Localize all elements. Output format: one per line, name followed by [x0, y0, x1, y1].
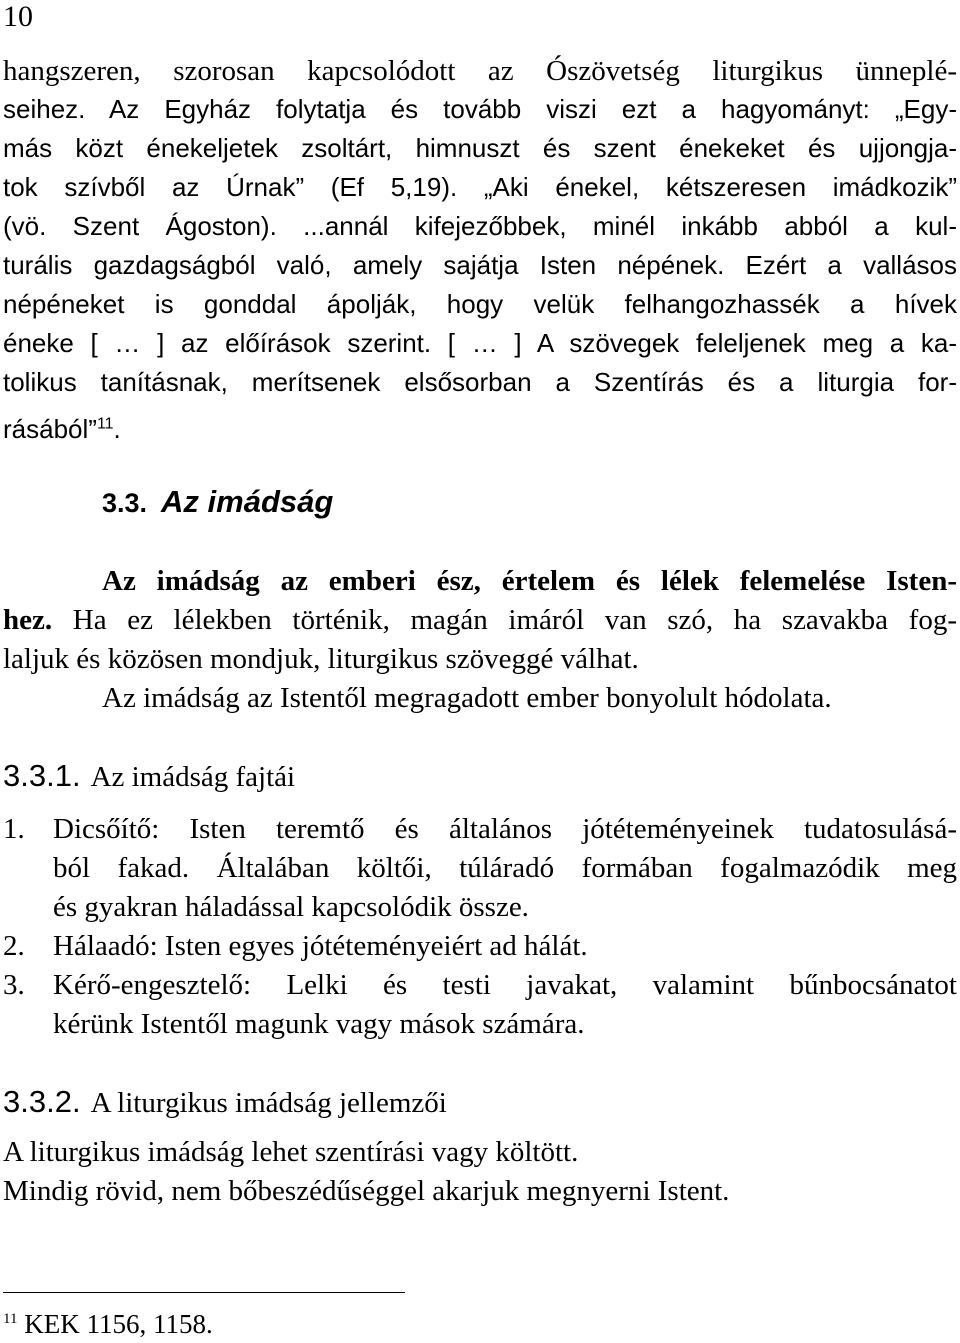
footnote-text: KEK 1156, 1158. — [17, 1309, 213, 1339]
text-line: Kérő-engesztelő: Lelki és testi javakat, valamint bűnbocsánatot — [53, 969, 957, 1001]
text-line: ból fakad. Általában költői, túláradó formában fogalmazódik meg — [53, 852, 957, 884]
text-line: A liturgikus imádság lehet szentírási vagy költött. — [3, 1136, 579, 1168]
text-line: Dicsőítő: Isten teremtő és általános jótéteményeinek tudatosulásá- — [53, 813, 957, 845]
list-number: 1. — [3, 813, 25, 845]
section-heading-3-3-1 — [3, 756, 295, 802]
text-line: és gyakran háladással kapcsolódik össze. — [53, 891, 529, 923]
footnote — [3, 1306, 213, 1342]
period: . — [113, 414, 121, 444]
text-line: Hálaadó: Isten egyes jótéteményeiért ad hálát. — [53, 930, 588, 962]
text-line: tok szívből az Úrnak” (Ef 5,19). „Aki énekel, kétszeresen imádkozik” — [3, 172, 957, 202]
text-line: Mindig rövid, nem bőbeszédűséggel akarjuk megnyerni Istent. — [3, 1175, 730, 1207]
section-heading-3-3 — [102, 482, 333, 523]
text-fragment: rásából” — [3, 414, 97, 444]
list-item — [3, 966, 957, 1042]
text-fragment: Ha ez lélekben történik, magán imáról van szó, ha szavakba fog- — [52, 604, 957, 636]
text-line-last — [3, 410, 957, 448]
section-heading-3-3-2 — [3, 1082, 447, 1128]
list-number: 3. — [3, 969, 25, 1001]
text-line: kérünk Istentől magunk vagy mások számára. — [53, 1008, 585, 1040]
list-number: 2. — [3, 930, 25, 962]
text-line: népéneket is gonddal ápolják, hogy velük felhangozhassék a hívek — [3, 289, 957, 319]
section-title: A liturgikus imádság jellemzői — [90, 1087, 447, 1119]
text-line: (vö. Szent Ágoston). ...annál kifejezőbbek, minél inkább abból a kul- — [3, 211, 957, 241]
list-item — [3, 927, 957, 965]
list-item — [3, 810, 957, 924]
text-line: seihez. Az Egyház folytatja és tovább viszi ezt a hagyományt: „Egy- — [3, 94, 957, 124]
text-line — [3, 601, 957, 639]
bold-definition-end: hez. — [3, 604, 53, 636]
text-line: éneke [ … ] az előírások szerint. [ … ] A szövegek feleljenek meg a ka- — [3, 328, 957, 358]
section-title: Az imádság fajtái — [90, 761, 296, 793]
text-line: laljuk és közösen mondjuk, liturgikus szöveggé válhat. — [3, 643, 639, 675]
text-line: más közt énekeljetek zsoltárt, himnuszt és szent énekeket és ujjongja- — [3, 133, 957, 163]
bold-definition-line: Az imádság az emberi ész, értelem és lélek felemelése Isten- — [102, 565, 957, 597]
section-number: 3.3.1. — [3, 758, 81, 793]
footnote-separator — [3, 1292, 405, 1293]
section-number: 3.3.2. — [3, 1084, 81, 1119]
text-line: hangszeren, szorosan kapcsolódott az Ószövetség liturgikus ünneplé- — [3, 55, 957, 87]
text-line: Az imádság az Istentől megragadott ember bonyolult hódolata. — [102, 682, 832, 714]
page-number: 10 — [3, 0, 33, 33]
section-title: Az imádság — [161, 484, 334, 519]
text-line: turális gazdagságból való, amely sajátja Isten népének. Ezért a vallásos — [3, 250, 957, 280]
footnote-reference[interactable]: 11 — [96, 415, 114, 433]
section-number: 3.3. — [102, 488, 148, 518]
footnote-number: 11 — [3, 1311, 18, 1327]
text-line: tolikus tanításnak, merítsenek elsősorban a Szentírás és a liturgia for- — [3, 367, 957, 397]
